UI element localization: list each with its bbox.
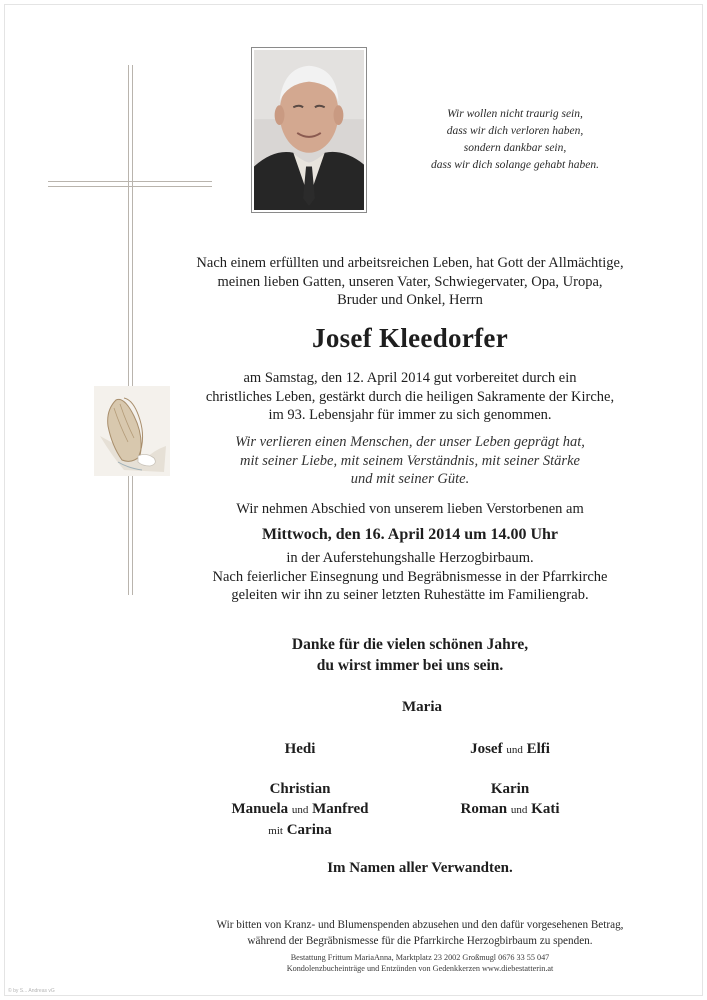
donation-request [120, 917, 707, 949]
mourner-name: Maria [402, 699, 442, 715]
connector-word: und [510, 804, 528, 816]
mourner-maria [372, 697, 472, 717]
funeral-date: Mittwoch, den 16. April 2014 um 14.00 Uhr [262, 526, 558, 543]
death-notice-line: christliches Leben, gestärkt durch die heiligen Sakramente der Kirche, [205, 388, 615, 405]
mourner-name: Josef [470, 741, 503, 757]
intro-text [150, 254, 670, 310]
footer [170, 952, 670, 974]
death-notice-line: am Samstag, den 12. April 2014 gut vorbereitet durch ein [243, 370, 577, 386]
footer-line: Kondolenzbucheinträge und Entzünden von Gedenkkerzen www.diebestatterin.at [286, 964, 554, 973]
relatives-text: Im Namen aller Verwandten. [327, 860, 513, 876]
location-line: in der Auferstehungshalle Herzogbirbaum. [286, 550, 534, 566]
thanks-line: Danke für die vielen schönen Jahre, [291, 636, 529, 653]
farewell-text: Wir nehmen Abschied von unserem lieben Verstorbenen am [236, 501, 584, 517]
request-line: während der Begräbnismesse für die Pfarrkirche Herzogbirbaum zu spenden. [247, 935, 593, 947]
footer-line: Bestattung Frittum MariaAnna, Marktplatz 23 2002 Großmugl 0676 33 55 047 [290, 953, 550, 962]
mourner-name: Karin [490, 781, 530, 797]
quote-line: dass wir dich solange gehabt haben. [430, 159, 600, 171]
mourner-josef-elfi [430, 739, 590, 760]
memory-line: mit seiner Liebe, mit seinem Verständnis, mit seiner Stärke [240, 452, 580, 469]
intro-line: Nach einem erfüllten und arbeitsreichen Leben, hat Gott der Allmächtige, [196, 255, 624, 271]
mourner-name: Manuela [231, 801, 289, 817]
intro-line: Bruder und Onkel, Herrn [337, 292, 483, 308]
thanks-line: du wirst immer bei uns sein. [316, 657, 504, 674]
death-notice-line: im 93. Lebensjahr für immer zu sich genommen. [268, 407, 552, 423]
mourner-name: Manfred [312, 801, 369, 817]
mourner-name: Roman [460, 801, 508, 817]
memory-text [150, 433, 670, 489]
mourner-name: Hedi [284, 741, 316, 757]
connector-word: und [291, 804, 309, 816]
memory-line: Wir verlieren einen Menschen, der unser Leben geprägt hat, [235, 434, 585, 450]
mourner-hedi [250, 739, 350, 759]
connector-word: und [506, 744, 523, 756]
deceased-name: Josef Kleedorfer [312, 323, 508, 353]
funeral-location [150, 549, 670, 605]
quote [400, 106, 630, 174]
mourner-name: Carina [286, 822, 332, 838]
mourner-name: Christian [269, 781, 331, 797]
request-line: Wir bitten von Kranz- und Blumenspenden abzusehen und den dafür vorgesehenen Betrag, [216, 919, 624, 931]
quote-line: Wir wollen nicht traurig sein, [447, 108, 583, 120]
memory-line: und mit seiner Güte. [350, 471, 470, 487]
portrait-photo [251, 47, 367, 213]
mourner-name: Kati [531, 801, 560, 817]
mourner-group-left [180, 779, 420, 841]
mourner-name: Elfi [526, 741, 550, 757]
location-line: geleiten wir ihn zu seiner letzten Ruhestätte im Familiengrab. [231, 587, 589, 603]
quote-line: sondern dankbar sein, [463, 142, 567, 154]
quote-line: dass wir dich verloren haben, [446, 125, 584, 137]
intro-line: meinen lieben Gatten, unseren Vater, Schwiegervater, Opa, Uropa, [217, 273, 603, 290]
thanks-text [150, 634, 670, 676]
mourner-group-right [420, 779, 600, 820]
connector-word: mit [268, 825, 283, 837]
location-line: Nach feierlicher Einsegnung und Begräbnismesse in der Pfarrkirche [212, 568, 608, 585]
death-notice [150, 369, 670, 425]
corner-mark: © by S... Andreas vG [8, 988, 55, 994]
